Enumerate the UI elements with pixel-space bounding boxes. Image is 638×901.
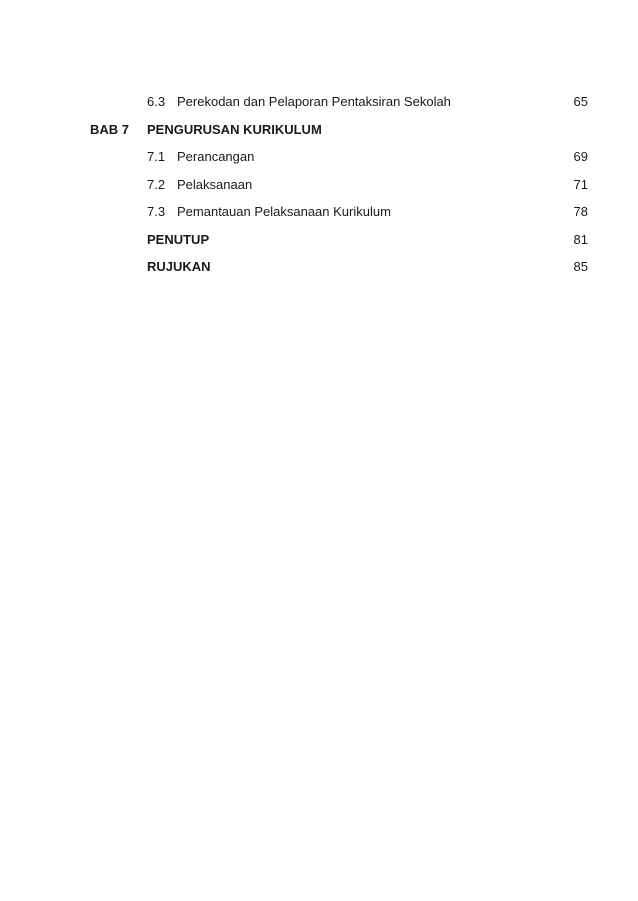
toc-page-number: 69 bbox=[573, 149, 588, 165]
toc-page-number: 71 bbox=[573, 176, 588, 192]
toc-entry-number: 7.3 bbox=[147, 204, 166, 220]
toc-page-number: 65 bbox=[573, 94, 588, 110]
toc-row bbox=[90, 253, 588, 281]
toc-entry-title-group bbox=[147, 122, 548, 137]
toc-entry-title-group bbox=[147, 204, 548, 219]
toc-entry-title-group bbox=[147, 149, 548, 164]
toc-row bbox=[90, 226, 588, 254]
toc-chapter-label: BAB 7 bbox=[90, 121, 130, 137]
toc-row bbox=[90, 171, 588, 199]
toc-entry-title: Perekodan dan Pelaporan Pentaksiran Sekolah bbox=[177, 94, 451, 110]
toc-entry-title-group bbox=[147, 232, 548, 247]
toc-page-number: 78 bbox=[573, 204, 588, 220]
toc-page-number: 81 bbox=[573, 231, 588, 247]
toc-entry-number: 6.3 bbox=[147, 94, 166, 110]
toc-entry-title-group bbox=[147, 94, 548, 109]
toc-page-number: 85 bbox=[573, 259, 588, 275]
toc-entry-title: RUJUKAN bbox=[147, 259, 211, 275]
toc-entry-title-group bbox=[147, 177, 548, 192]
toc-row bbox=[90, 88, 588, 116]
toc-entry-title-group bbox=[147, 259, 548, 274]
toc-entry-title: Pemantauan Pelaksanaan Kurikulum bbox=[177, 204, 391, 220]
toc-entry-number: 7.1 bbox=[147, 149, 166, 165]
toc-row bbox=[90, 116, 588, 144]
toc-entry-number: 7.2 bbox=[147, 176, 166, 192]
toc-entry-title: Pelaksanaan bbox=[177, 176, 253, 192]
toc-entry-title: PENGURUSAN KURIKULUM bbox=[147, 121, 322, 137]
toc-entry-title: PENUTUP bbox=[147, 231, 210, 247]
toc-row bbox=[90, 198, 588, 226]
table-of-contents bbox=[90, 88, 588, 281]
toc-entry-title: Perancangan bbox=[177, 149, 255, 165]
toc-row bbox=[90, 143, 588, 171]
